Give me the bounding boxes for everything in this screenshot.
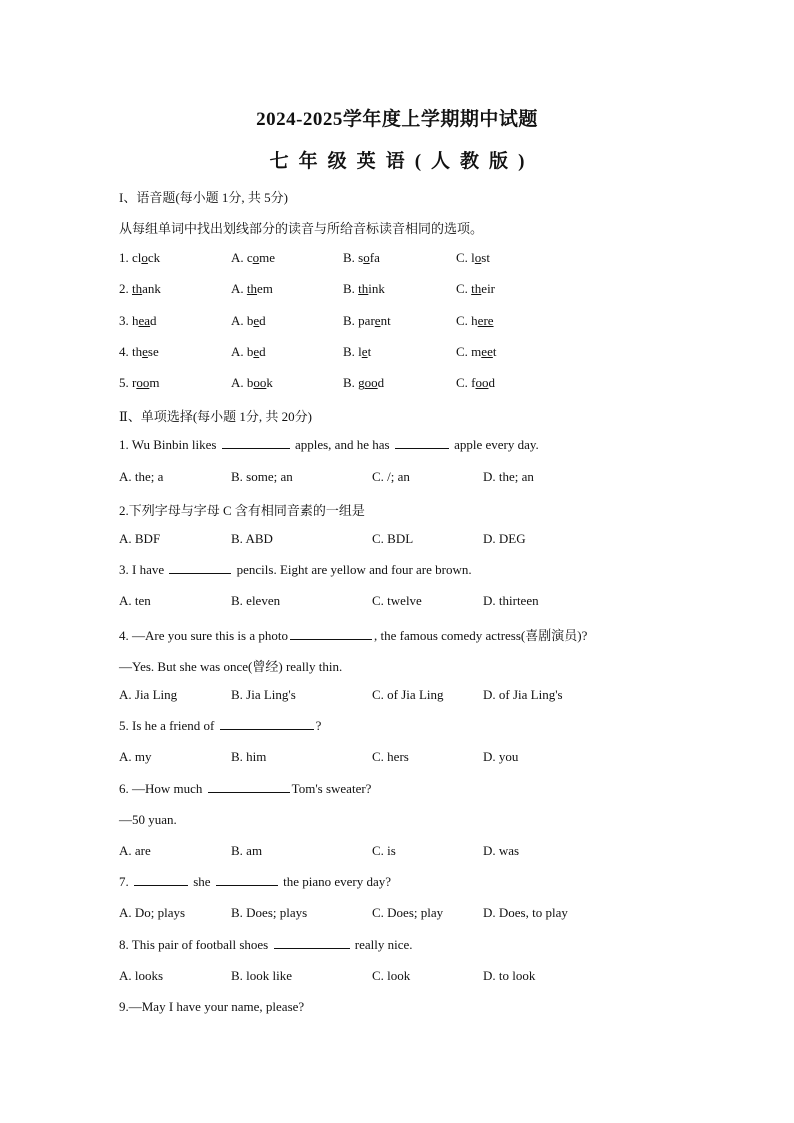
section2-heading: Ⅱ、单项选择(每小题 1分, 共 20分) xyxy=(119,409,312,424)
question-5: 5. Is he a friend of ? xyxy=(119,718,322,733)
option-a: A. them xyxy=(231,281,273,296)
option-c: C. of Jia Ling xyxy=(372,687,444,702)
option-c: C. hers xyxy=(372,749,409,764)
question-6-reply: —50 yuan. xyxy=(119,812,177,827)
subtitle-char: 教 xyxy=(460,151,480,172)
option-c: C. /; an xyxy=(372,469,410,484)
option-b: B. him xyxy=(231,749,267,764)
question-4: 4. —Are you sure this is a photo , the famous comedy actress(喜剧演员)? xyxy=(119,628,588,643)
answer-blank xyxy=(169,562,231,574)
question-8: 8. This pair of football shoes really nice. xyxy=(119,937,413,952)
answer-blank xyxy=(134,874,188,886)
option-a: A. come xyxy=(231,250,276,265)
option-a: A. Jia Ling xyxy=(119,687,178,702)
question-6: 6. —How much Tom's sweater? xyxy=(119,781,372,796)
option-b: B. let xyxy=(343,344,372,359)
option-b: B. Does; plays xyxy=(231,905,308,920)
section1-instruction: 从每组单词中找出划线部分的读音与所给音标读音相同的选项。 xyxy=(119,221,484,236)
question-2: 2.下列字母与字母 C 含有相同音素的一组是 xyxy=(119,503,365,518)
option-a: A. looks xyxy=(119,968,164,983)
option-c: C. their xyxy=(456,281,496,296)
answer-blank xyxy=(395,437,449,449)
subtitle-char: 语 xyxy=(385,151,405,172)
subtitle-char: 版 xyxy=(489,151,509,172)
answer-blank xyxy=(290,628,372,640)
phonetics-word: 4. these xyxy=(119,344,159,359)
option-a: A. my xyxy=(119,749,152,764)
option-a: A. ten xyxy=(119,593,151,608)
option-a: A. Do; plays xyxy=(119,905,186,920)
option-a: A. book xyxy=(231,375,273,390)
subtitle-char: 人 xyxy=(431,151,451,172)
option-a: A. are xyxy=(119,843,151,858)
option-b: B. Jia Ling's xyxy=(231,687,296,702)
option-b: B. look like xyxy=(231,968,293,983)
option-b: B. good xyxy=(343,375,385,390)
option-b: B. eleven xyxy=(231,593,281,608)
subtitle-char: 级 xyxy=(327,151,347,172)
answer-blank xyxy=(220,718,314,730)
option-c: C. twelve xyxy=(372,593,422,608)
subtitle-char: ) xyxy=(518,151,525,172)
question-7: 7. she the piano every day? xyxy=(119,874,392,889)
option-c: C. here xyxy=(456,313,494,328)
option-d: D. thirteen xyxy=(483,593,539,608)
answer-blank xyxy=(216,874,278,886)
option-d: D. of Jia Ling's xyxy=(483,687,563,702)
option-b: B. parent xyxy=(343,313,391,328)
option-d: D. to look xyxy=(483,968,536,983)
phonetics-word: 1. clock xyxy=(119,250,161,265)
subtitle-char: 年 xyxy=(298,151,318,172)
option-d: D. you xyxy=(483,749,519,764)
option-c: C. Does; play xyxy=(372,905,444,920)
page-subtitle xyxy=(0,146,794,173)
option-c: C. BDL xyxy=(372,531,414,546)
answer-blank xyxy=(274,937,350,949)
answer-blank xyxy=(222,437,290,449)
question-1: 1. Wu Binbin likes apples, and he has apple every day. xyxy=(119,437,539,452)
option-c: C. food xyxy=(456,375,495,390)
option-b: B. think xyxy=(343,281,385,296)
subtitle-char: 英 xyxy=(356,151,376,172)
option-b: B. sofa xyxy=(343,250,380,265)
option-d: D. DEG xyxy=(483,531,526,546)
option-b: B. am xyxy=(231,843,263,858)
option-a: A. bed xyxy=(231,313,266,328)
option-d: D. was xyxy=(483,843,520,858)
question-9: 9.—May I have your name, please? xyxy=(119,999,305,1014)
phonetics-word: 2. thank xyxy=(119,281,161,296)
phonetics-word: 3. head xyxy=(119,313,157,328)
answer-blank xyxy=(208,781,290,793)
option-a: A. BDF xyxy=(119,531,161,546)
option-a: A. the; a xyxy=(119,469,164,484)
subtitle-char: 七 xyxy=(269,151,289,172)
option-b: B. ABD xyxy=(231,531,273,546)
option-c: C. lost xyxy=(456,250,490,265)
question-3: 3. I have pencils. Eight are yellow and four are brown. xyxy=(119,562,472,577)
subtitle-char: ( xyxy=(414,151,422,172)
option-d: D. Does, to play xyxy=(483,905,568,920)
option-d: D. the; an xyxy=(483,469,534,484)
section1-heading: I、语音题(每小题 1分, 共 5分) xyxy=(119,190,288,205)
phonetics-word: 5. room xyxy=(119,375,160,390)
option-c: C. look xyxy=(372,968,411,983)
option-b: B. some; an xyxy=(231,469,293,484)
option-a: A. bed xyxy=(231,344,266,359)
question-4-reply: —Yes. But she was once(曾经) really thin. xyxy=(119,659,343,674)
page-title: 2024-2025学年度上学期期中试题 xyxy=(256,109,538,130)
option-c: C. is xyxy=(372,843,396,858)
option-c: C. meet xyxy=(456,344,497,359)
